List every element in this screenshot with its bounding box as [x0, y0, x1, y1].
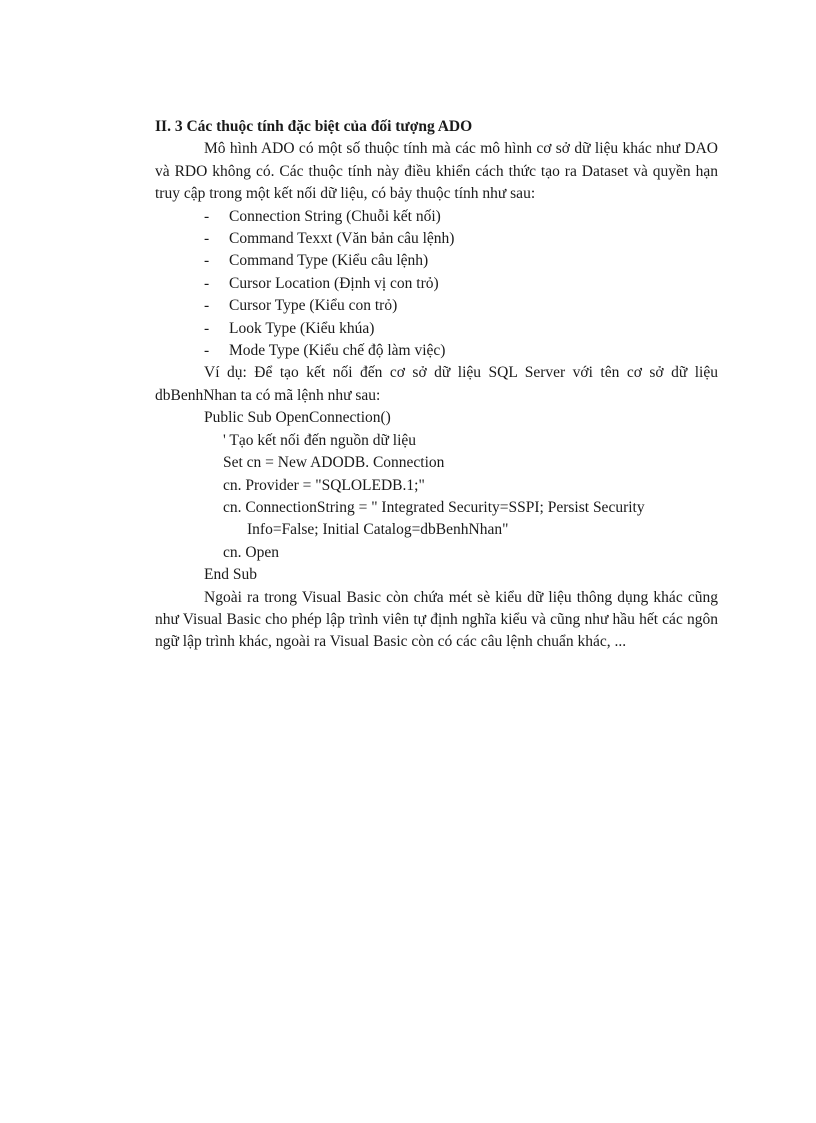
list-item-text: Cursor Location (Định vị con trỏ) — [229, 274, 439, 292]
list-item — [204, 206, 718, 228]
list-item — [204, 318, 718, 340]
bullet-dash: - — [204, 342, 210, 360]
list-item-text: Mode Type (Kiểu chế độ làm việc) — [229, 342, 446, 360]
bullet-dash: - — [204, 297, 210, 315]
code-comment: ' Tạo kết nối đến nguồn dữ liệu — [223, 431, 417, 449]
intro-paragraph: Mô hình ADO có một số thuộc tính mà các mô hình cơ sở dữ liệu khác như DAO và RDO không có. Các thuộc tính này điều khiển cách thức tạo ra Dataset và quyền hạn truy cập trong một kết nối dữ liệu, có bảy thuộc tính như sau: — [155, 140, 718, 203]
example-paragraph: Ví dụ: Để tạo kết nối đến cơ sở dữ liệu SQL Server với tên cơ sở dữ liệu dbBenhNhan ta có mã lệnh như sau: — [155, 364, 718, 404]
code-open: cn. Open — [223, 543, 279, 561]
bullet-dash: - — [204, 207, 210, 225]
code-connection-string — [204, 497, 718, 542]
document-page — [155, 116, 718, 654]
list-item-text: Command Type (Kiểu câu lệnh) — [229, 252, 429, 270]
list-item-text: Look Type (Kiểu khúa) — [229, 319, 375, 337]
section-heading: II. 3 Các thuộc tính đặc biệt của đối tượng ADO — [155, 118, 473, 135]
code-sub-end: End Sub — [204, 566, 257, 584]
code-block — [155, 407, 718, 586]
list-item — [204, 340, 718, 362]
bullet-dash: - — [204, 319, 210, 337]
list-item-text: Command Texxt (Văn bản câu lệnh) — [229, 230, 455, 248]
bullet-dash: - — [204, 252, 210, 270]
list-item — [204, 250, 718, 272]
code-sub-start: Public Sub OpenConnection() — [204, 409, 391, 427]
code-provider: cn. Provider = "SQLOLEDB.1;" — [223, 476, 425, 494]
code-connection-string-line2: Info=False; Initial Catalog=dbBenhNhan" — [247, 521, 509, 539]
list-item — [204, 295, 718, 317]
bullet-dash: - — [204, 230, 210, 248]
list-item — [204, 228, 718, 250]
bullet-dash: - — [204, 274, 210, 292]
list-item — [204, 273, 718, 295]
list-item-text: Connection String (Chuỗi kết nối) — [229, 207, 441, 225]
closing-paragraph: Ngoài ra trong Visual Basic còn chứa mét sè kiểu dữ liệu thông dụng khác cũng như Visual Basic cho phép lập trình viên tự định nghĩa kiểu và cũng như hầu hết các ngôn ngữ lập trình khác, ngoài ra Visual Basic còn có các câu lệnh chuẩn khác, ... — [155, 588, 718, 651]
list-item-text: Cursor Type (Kiểu con trỏ) — [229, 297, 398, 315]
property-list — [155, 206, 718, 363]
code-set-connection: Set cn = New ADODB. Connection — [223, 454, 445, 472]
code-connection-string-line1: cn. ConnectionString = " Integrated Security=SSPI; Persist Security — [223, 498, 645, 516]
